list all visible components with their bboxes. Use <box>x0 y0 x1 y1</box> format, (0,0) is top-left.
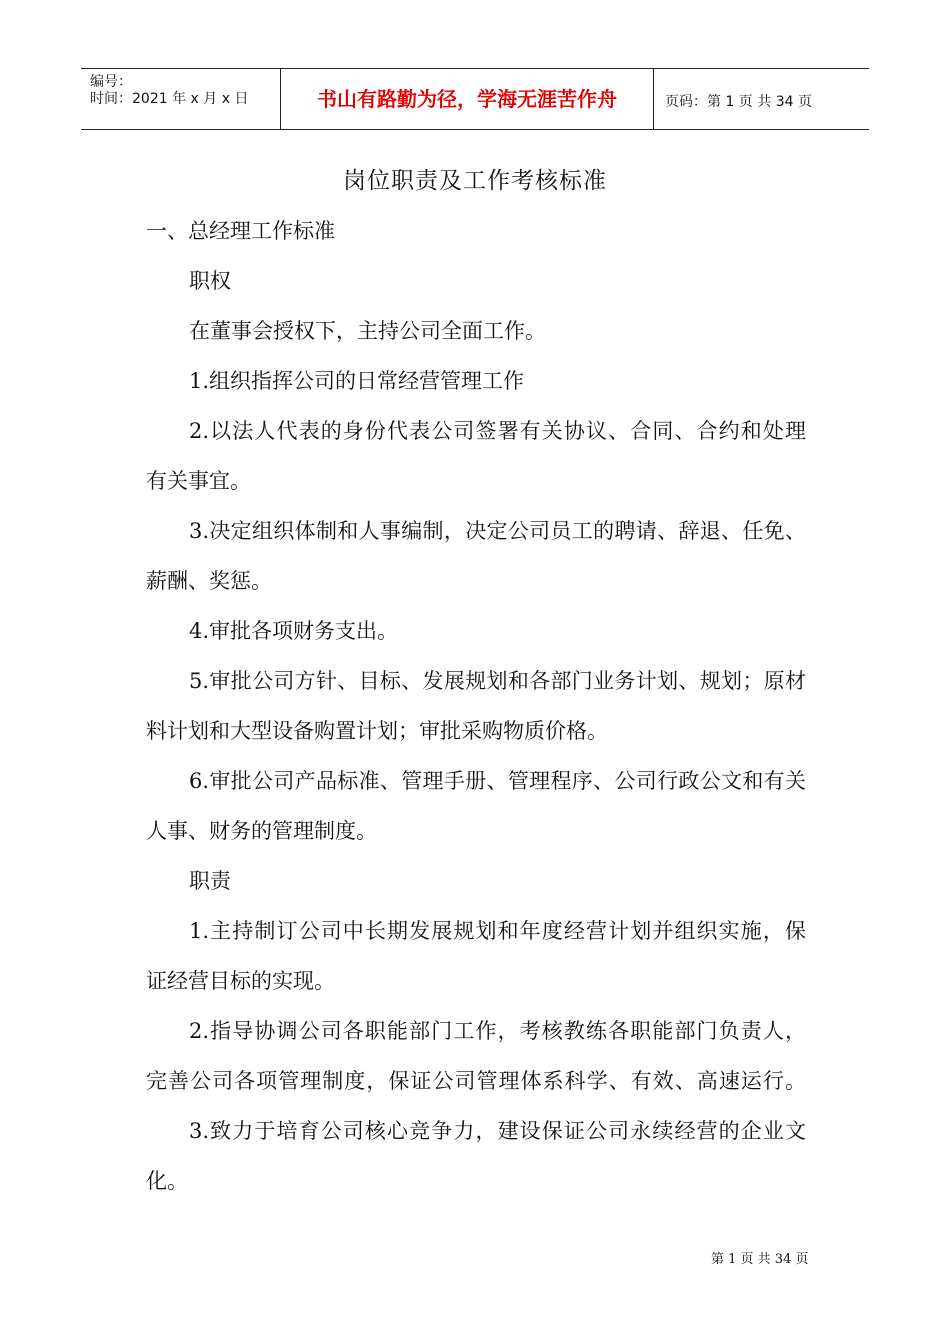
paragraph-line: 完善公司各项管理制度，保证公司管理体系科学、有效、高速运行。 <box>146 1069 806 1093</box>
header-motto-cell <box>281 69 654 129</box>
page-number-label: 页码：第 1 页 共 34 页 <box>665 94 812 110</box>
paragraph-line: 2.指导协调公司各职能部门工作，考核教练各职能部门负责人， <box>189 1019 806 1043</box>
paragraph-line: 3.决定组织体制和人事编制，决定公司员工的聘请、辞退、任免、 <box>189 519 806 543</box>
paragraph-line: 在董事会授权下，主持公司全面工作。 <box>189 319 546 343</box>
header-meta-cell <box>81 69 281 129</box>
document-number-label: 编号： <box>90 74 132 90</box>
subheading-authority: 职权 <box>189 269 231 293</box>
paragraph-line: 1.主持制订公司中长期发展规划和年度经营计划并组织实施，保 <box>189 919 806 943</box>
paragraph-line: 4.审批各项财务支出。 <box>189 619 399 643</box>
paragraph-line: 3.致力于培育公司核心竞争力，建设保证公司永续经营的企业文 <box>189 1119 806 1143</box>
paragraph-line: 证经营目标的实现。 <box>146 969 335 993</box>
document-time-label: 时间：2021 年 x 月 x 日 <box>90 91 249 107</box>
section-heading: 一、总经理工作标准 <box>146 219 335 243</box>
paragraph-line: 化。 <box>146 1169 188 1193</box>
paragraph-line: 有关事宜。 <box>146 469 251 493</box>
paragraph-line: 料计划和大型设备购置计划；审批采购物质价格。 <box>146 719 608 743</box>
paragraph-line: 2.以法人代表的身份代表公司签署有关协议、合同、合约和处理 <box>189 419 806 443</box>
paragraph-line: 5.审批公司方针、目标、发展规划和各部门业务计划、规划；原材 <box>189 669 806 693</box>
subheading-duties: 职责 <box>189 869 231 893</box>
header-page-cell <box>654 69 869 129</box>
paragraph-line: 6.审批公司产品标准、管理手册、管理程序、公司行政公文和有关 <box>189 769 806 793</box>
page-footer: 第 1 页 共 34 页 <box>711 1252 809 1267</box>
motto-text: 书山有路勤为径，学海无涯苦作舟 <box>317 87 617 111</box>
paragraph-line: 薪酬、奖惩。 <box>146 569 272 593</box>
page-header <box>81 68 869 130</box>
paragraph-line: 人事、财务的管理制度。 <box>146 819 377 843</box>
paragraph-line: 1.组织指挥公司的日常经营管理工作 <box>189 369 525 393</box>
document-title: 岗位职责及工作考核标准 <box>343 168 607 194</box>
